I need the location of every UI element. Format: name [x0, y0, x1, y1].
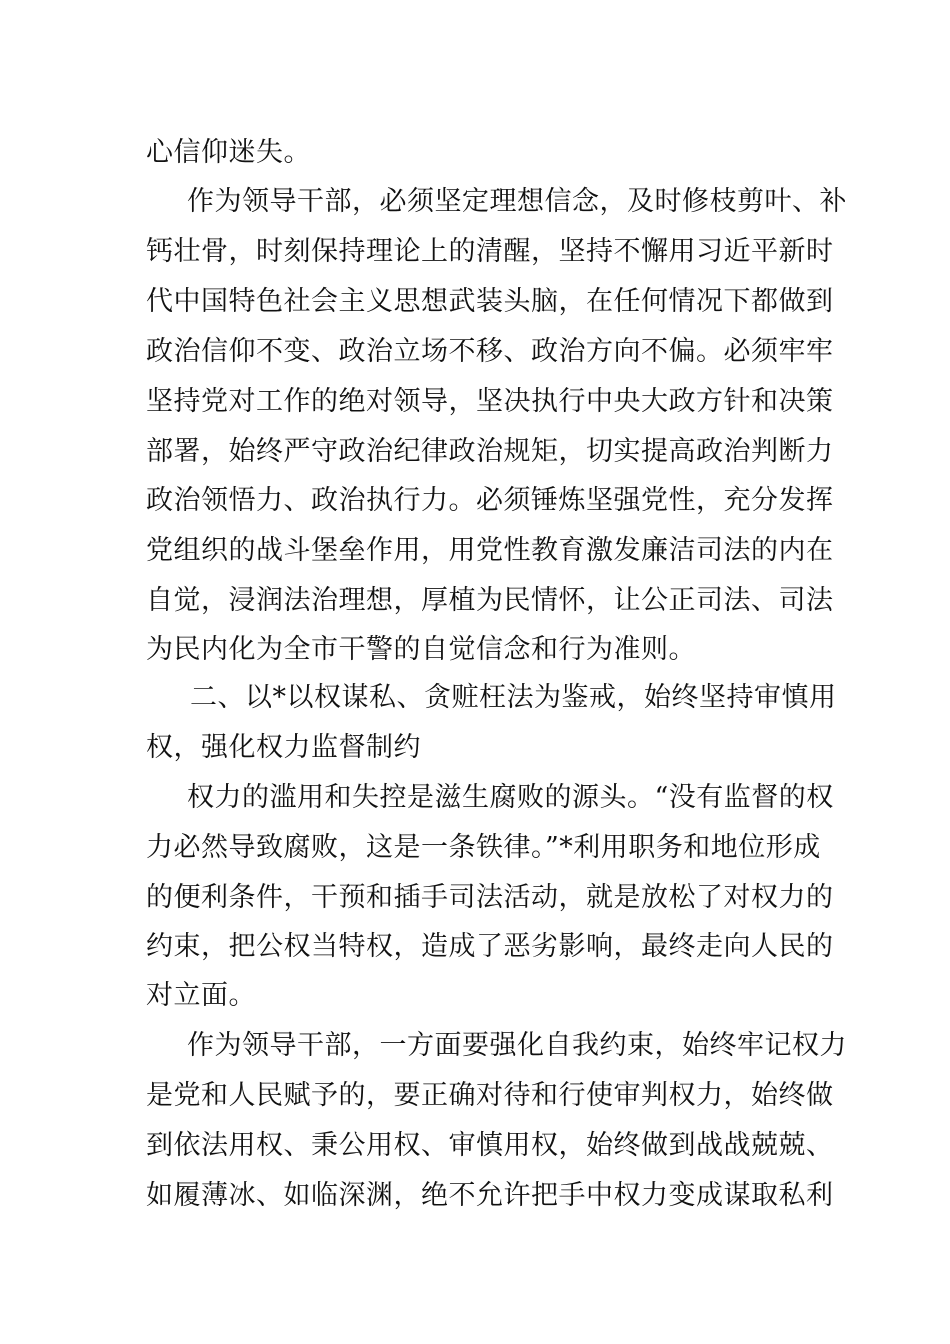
text-line: 部署，始终严守政治纪律政治规矩，切实提高政治判断力 — [146, 436, 834, 467]
text-line: 心信仰迷失。 — [146, 137, 311, 168]
text-line: 如履薄冰、如临深渊，绝不允许把手中权力变成谋取私利 — [146, 1180, 834, 1211]
text-line: 代中国特色社会主义思想武装头脑，在任何情况下都做到 — [146, 286, 834, 317]
text-line: 约束，把公权当特权，造成了恶劣影响，最终走向人民的 — [146, 931, 834, 962]
text-line: 权力的滥用和失控是滋生腐败的源头。“没有监督的权 — [187, 782, 834, 813]
text-line: 政治信仰不变、政治立场不移、政治方向不偏。必须牢牢 — [146, 336, 834, 367]
text-line: 为民内化为全市干警的自觉信念和行为准则。 — [146, 634, 696, 665]
section-heading-line: 权，强化权力监督制约 — [146, 732, 421, 763]
text-line: 作为领导干部，一方面要强化自我约束，始终牢记权力 — [187, 1030, 847, 1061]
text-line: 政治领悟力、政治执行力。必须锤炼坚强党性，充分发挥 — [146, 485, 834, 516]
text-line: 自觉，浸润法治理想，厚植为民情怀，让公正司法、司法 — [146, 585, 834, 616]
text-line: 力必然导致腐败，这是一条铁律。”*利用职务和地位形成 — [146, 832, 821, 863]
text-line: 是党和人民赋予的，要正确对待和行使审判权力，始终做 — [146, 1080, 834, 1111]
text-line: 对立面。 — [146, 980, 256, 1011]
section-heading-line: 二、以*以权谋私、贪赃枉法为鉴戒，始终坚持审慎用 — [190, 682, 837, 713]
text-line: 坚持党对工作的绝对领导，坚决执行中央大政方针和决策 — [146, 386, 834, 417]
text-line: 到依法用权、秉公用权、审慎用权，始终做到战战兢兢、 — [146, 1130, 834, 1161]
text-line: 作为领导干部，必须坚定理想信念，及时修枝剪叶、补 — [187, 186, 847, 217]
text-line: 钙壮骨，时刻保持理论上的清醒，坚持不懈用习近平新时 — [146, 236, 834, 267]
text-line: 党组织的战斗堡垒作用，用党性教育激发廉洁司法的内在 — [146, 535, 834, 566]
text-line: 的便利条件，干预和插手司法活动，就是放松了对权力的 — [146, 882, 834, 913]
